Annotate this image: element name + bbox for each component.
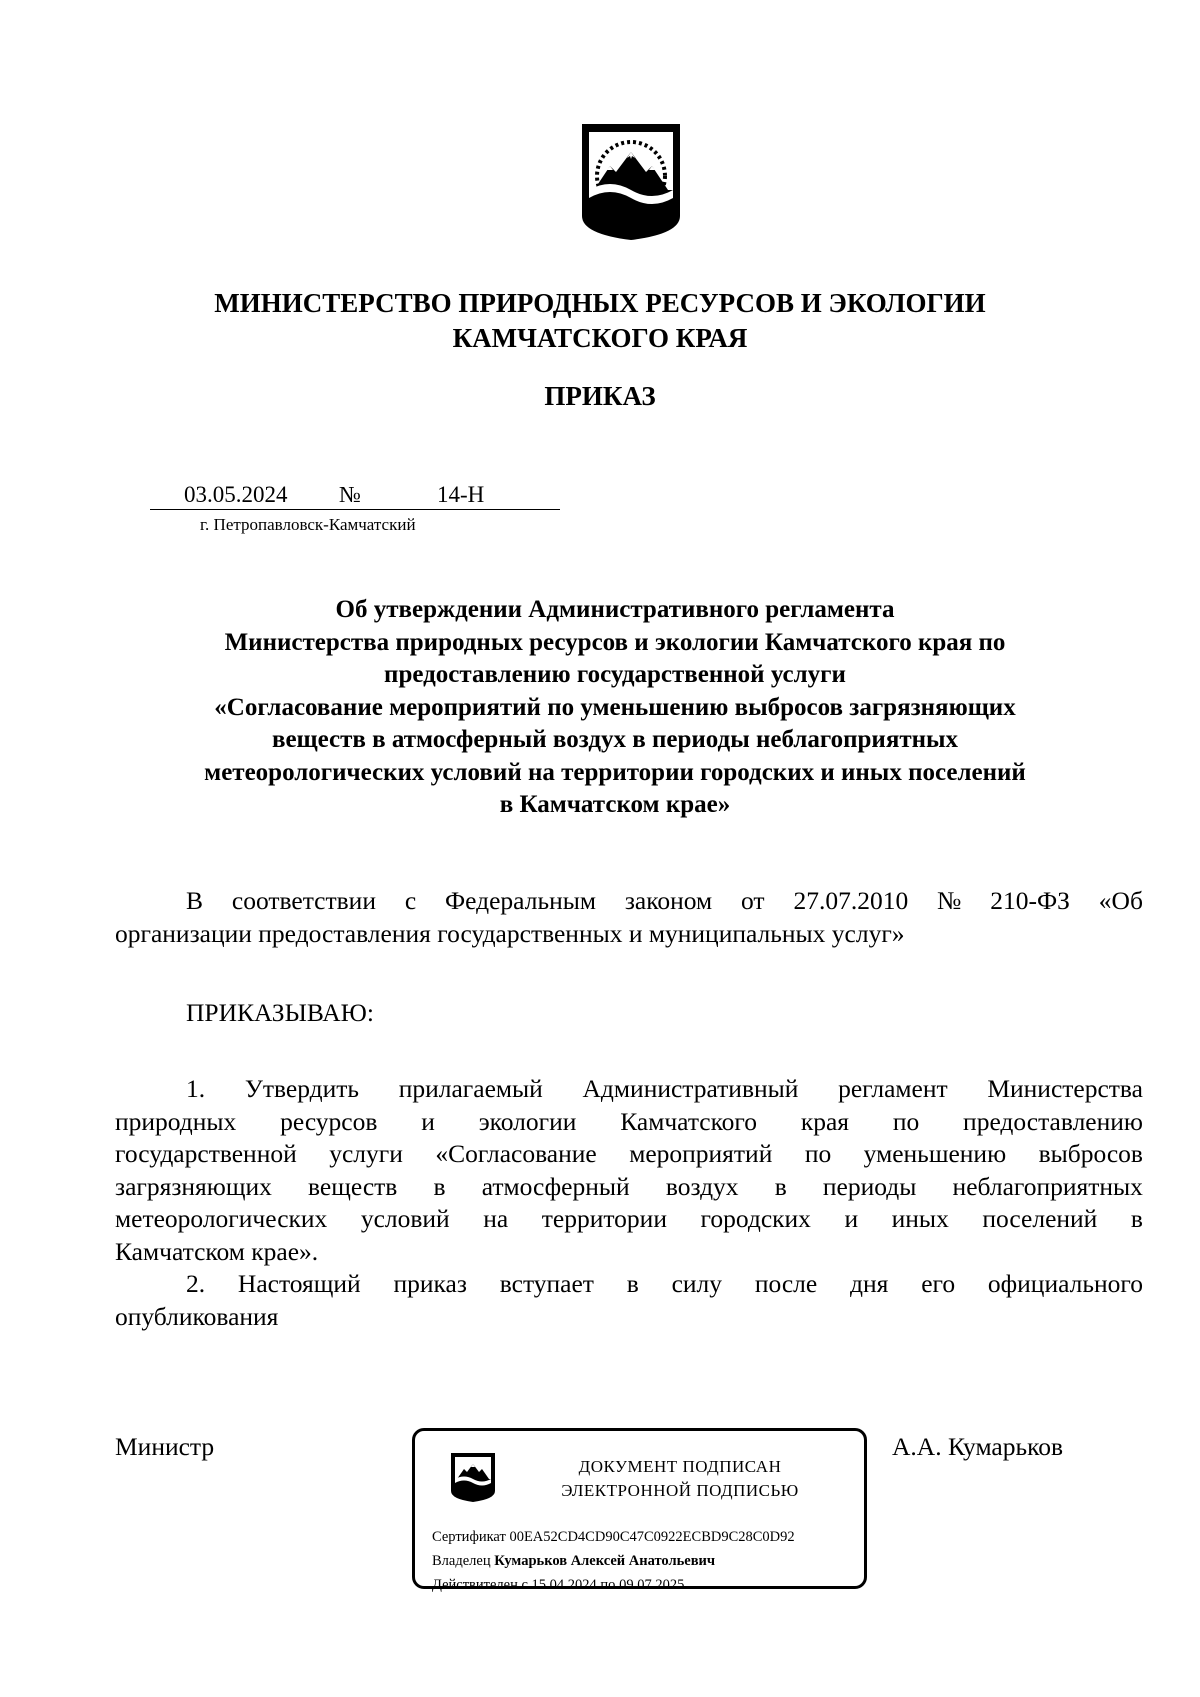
order-items — [115, 1073, 1143, 1333]
stamp-title — [515, 1455, 845, 1503]
text-line: Камчатском крае». — [115, 1236, 319, 1266]
word: неблагоприятных — [952, 1171, 1143, 1201]
word: Утвердить — [244, 1074, 360, 1103]
word: и — [421, 1106, 435, 1136]
word: после — [754, 1269, 818, 1298]
word: его — [921, 1269, 956, 1298]
ministry-name — [100, 286, 1100, 356]
validity-to-word: по — [600, 1577, 616, 1593]
subject-line: Министерства природных ресурсов и экологии Камчатского края по — [224, 628, 1006, 656]
word: в — [626, 1269, 639, 1298]
word: силу — [671, 1269, 723, 1298]
word: 1. — [186, 1074, 206, 1103]
word: в — [774, 1171, 787, 1201]
word: территории — [541, 1204, 667, 1233]
validity-line — [432, 1577, 684, 1594]
signer-name: А.А. Кумарьков — [892, 1432, 1064, 1461]
word: веществ — [308, 1171, 398, 1201]
word: Камчатского — [620, 1106, 758, 1136]
underline-divider — [150, 509, 560, 510]
electronic-signature-stamp — [412, 1428, 867, 1593]
number-sign: № — [339, 482, 361, 507]
owner-line — [432, 1553, 715, 1570]
word: соответствии — [231, 886, 376, 915]
word: 210-ФЗ — [990, 886, 1070, 915]
word: предоставлению — [963, 1106, 1143, 1136]
document-date: 03.05.2024 — [184, 482, 288, 507]
document-type-title: ПРИКАЗ — [544, 381, 656, 411]
word: услуги — [329, 1139, 403, 1168]
text-line: опубликования — [115, 1301, 279, 1331]
date-number-line — [150, 482, 560, 510]
signer-position: Министр — [115, 1432, 215, 1461]
certificate-value: 00EA52CD4CD90C47C0922ECBD9C28C0D92 — [509, 1529, 795, 1545]
word: приказ — [393, 1269, 467, 1298]
word: № — [937, 886, 962, 915]
subject-line: «Согласование мероприятий по уменьшению выбросов загрязняющих — [214, 693, 1016, 721]
word: Федеральным — [445, 886, 596, 915]
word: атмосферный — [481, 1171, 630, 1201]
word: «Согласование — [435, 1139, 597, 1168]
word: экологии — [478, 1106, 577, 1136]
word: от — [741, 886, 765, 915]
word: регламент — [838, 1074, 948, 1103]
stamp-title-line1: ДОКУМЕНТ ПОДПИСАН — [578, 1457, 782, 1476]
word: воздух — [665, 1171, 739, 1201]
text-line: организации предоставления государственных и муниципальных услуг» — [115, 918, 905, 948]
validity-label: Действителен — [432, 1577, 518, 1593]
justified-line — [115, 1171, 1143, 1204]
justified-line — [115, 1073, 1143, 1106]
order-word: ПРИКАЗЫВАЮ: — [186, 998, 374, 1027]
word: условий — [360, 1204, 450, 1233]
word: и — [844, 1204, 859, 1233]
city-label: г. Петропавловск-Камчатский — [200, 515, 416, 534]
word: с — [404, 886, 417, 915]
justified-line — [115, 1203, 1143, 1236]
validity-from-word: с — [521, 1577, 528, 1593]
word: иных — [891, 1204, 949, 1233]
validity-from: 15.04.2024 — [531, 1577, 597, 1593]
word: В — [186, 886, 204, 915]
word: выбросов — [1038, 1139, 1143, 1168]
word: государственной — [115, 1139, 297, 1168]
subject-line: Об утверждении Административного регламента — [335, 596, 895, 623]
certificate-label: Сертификат — [432, 1529, 506, 1545]
document-subject — [100, 594, 1130, 822]
justified-line — [115, 1138, 1143, 1171]
word: Министерства — [987, 1074, 1143, 1103]
word: официального — [987, 1269, 1143, 1298]
subject-line: веществ в атмосферный воздух в периоды неблагоприятных — [271, 726, 959, 753]
subject-line: метеорологических условий на территории городских и иных поселений — [204, 758, 1026, 786]
coat-of-arms-icon — [576, 118, 686, 243]
coat-of-arms-icon — [449, 1451, 497, 1503]
word: уменьшению — [863, 1139, 1007, 1168]
justified-line — [115, 1268, 1143, 1301]
document-number: 14-Н — [437, 482, 485, 507]
word: поселений — [982, 1204, 1098, 1233]
ministry-name-line1: МИНИСТЕРСТВО ПРИРОДНЫХ РЕСУРСОВ И ЭКОЛОГИИ — [214, 288, 986, 318]
subject-line: предоставлению государственной услуги — [384, 661, 846, 688]
word: мероприятий — [629, 1139, 773, 1168]
word: в — [433, 1171, 446, 1201]
word: дня — [850, 1269, 889, 1298]
ministry-name-line2: КАМЧАТСКОГО КРАЯ — [452, 323, 748, 353]
word: по — [892, 1106, 920, 1136]
word: Административный — [582, 1074, 799, 1103]
justified-line — [115, 1106, 1143, 1139]
word: городских — [700, 1204, 811, 1233]
word: природных — [115, 1106, 237, 1136]
word: законом — [624, 886, 713, 915]
word: на — [483, 1204, 509, 1233]
word: по — [804, 1139, 832, 1168]
word: прилагаемый — [398, 1074, 543, 1103]
word: вступает — [499, 1269, 594, 1298]
word: метеорологических — [115, 1204, 328, 1233]
intro-paragraph — [115, 885, 1143, 950]
word: «Об — [1098, 886, 1143, 915]
word: ресурсов — [280, 1106, 378, 1136]
owner-label: Владелец — [432, 1553, 491, 1569]
word: 27.07.2010 — [793, 886, 909, 915]
validity-to: 09.07.2025 — [619, 1577, 685, 1593]
word: загрязняющих — [115, 1171, 272, 1201]
owner-value: Кумарьков Алексей Анатольевич — [494, 1553, 716, 1569]
word: в — [1130, 1204, 1143, 1233]
word: Настоящий — [237, 1269, 361, 1298]
word: 2. — [186, 1269, 206, 1298]
certificate-line — [432, 1529, 795, 1546]
stamp-title-line2: ЭЛЕКТРОННОЙ ПОДПИСЬЮ — [561, 1481, 799, 1500]
justified-line — [115, 885, 1143, 918]
subject-line: в Камчатском крае» — [499, 791, 731, 818]
word: периоды — [822, 1171, 917, 1201]
word: края — [800, 1106, 850, 1136]
